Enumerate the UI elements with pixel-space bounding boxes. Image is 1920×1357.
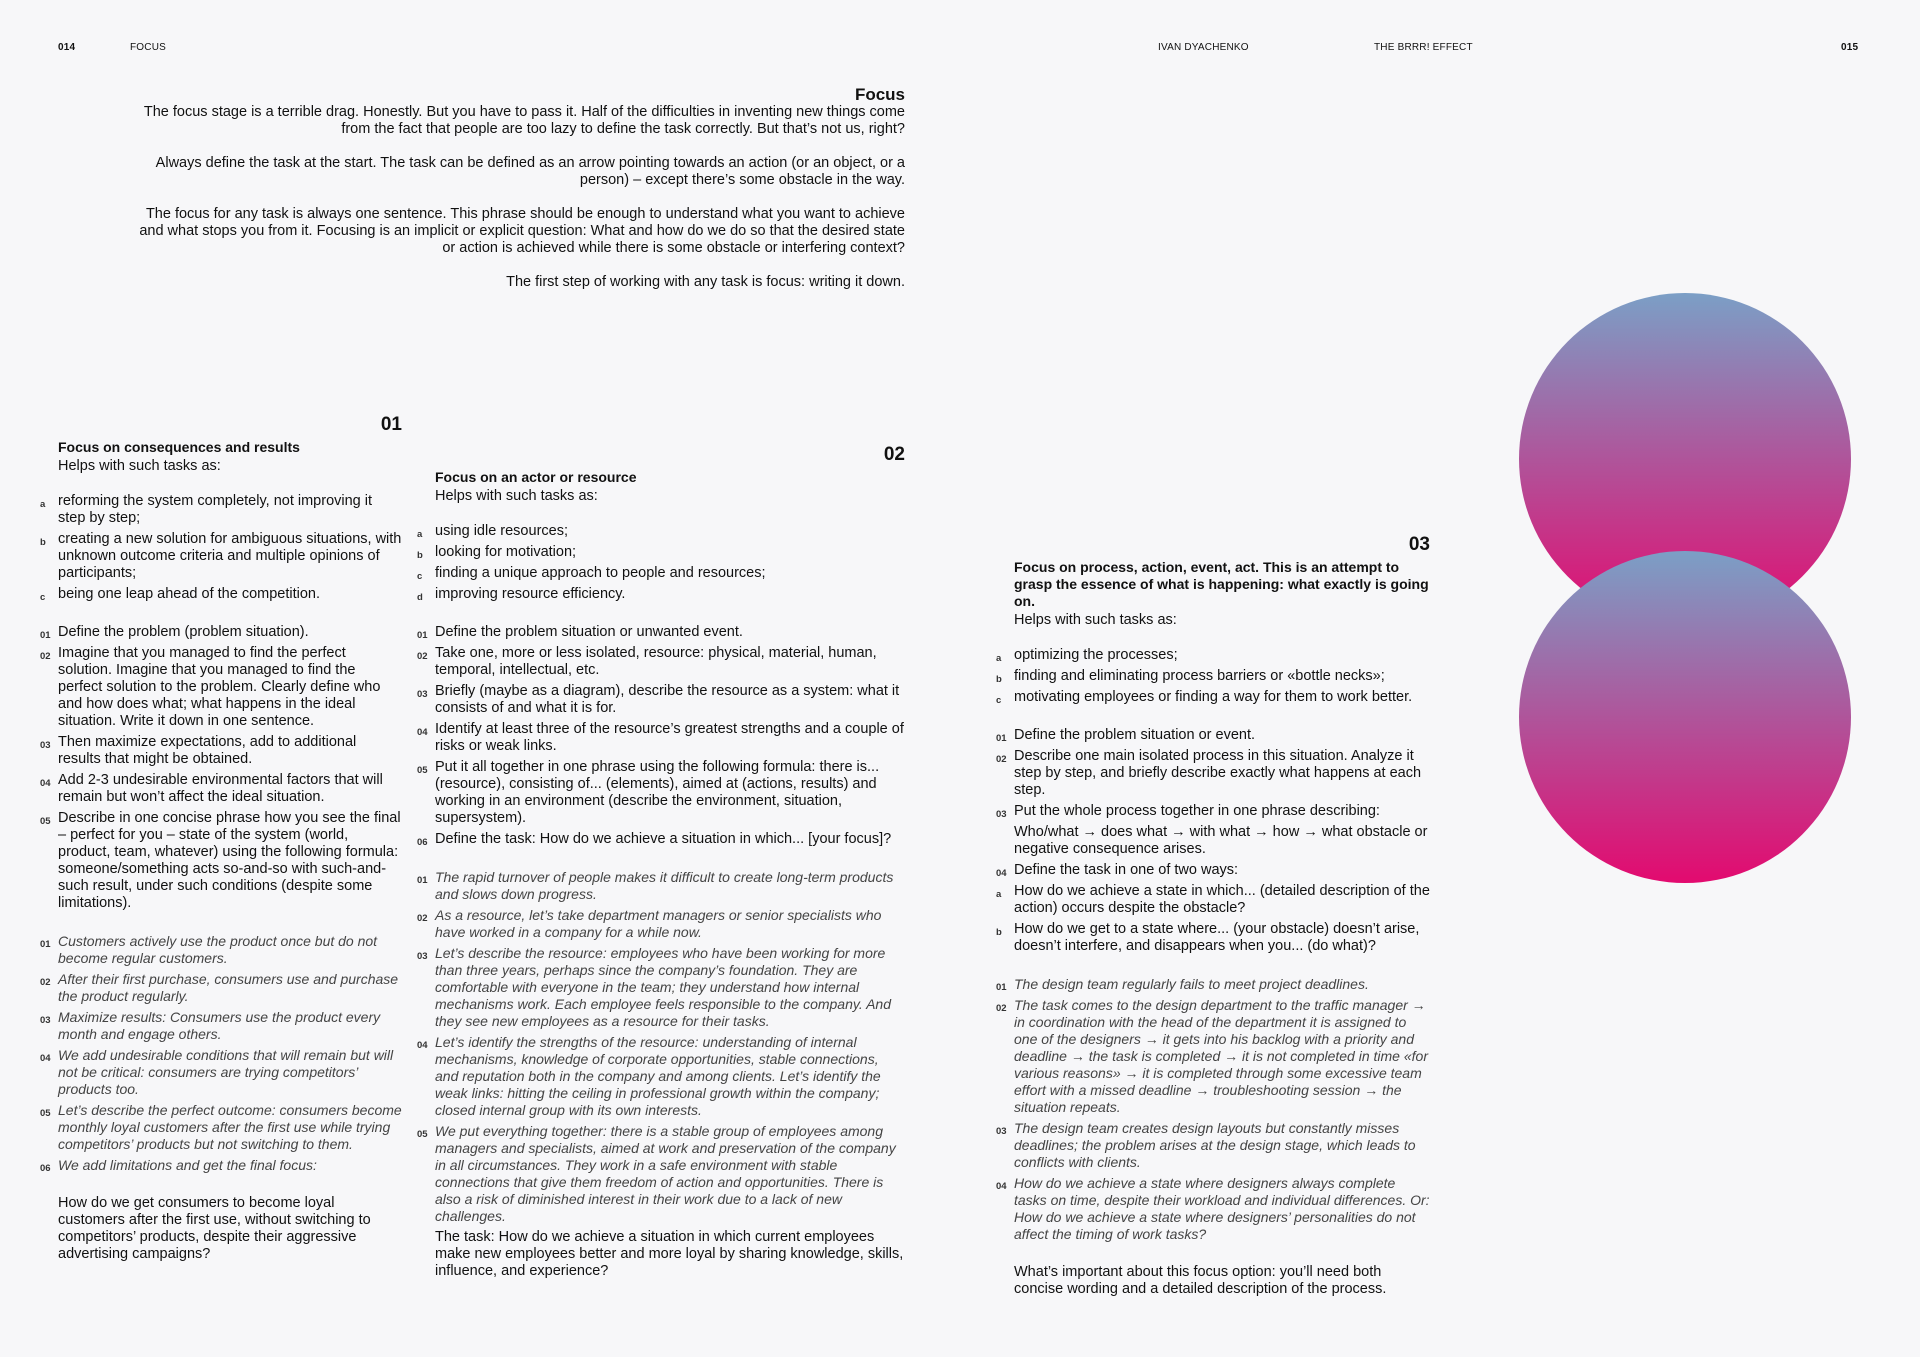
list-item-text: looking for motivation; [435,544,577,560]
steps-list [996,727,1430,955]
list-item-text: creating a new solution for ambiguous situations, with unknown outcome criteria and multiple opinions of participants; [58,531,402,581]
list-item [40,810,402,912]
list-item-text: The task comes to the design department to the traffic manager → in coordination with the head of the department it is assigned to one of the designers → it gets into his backlog with a priority and deadline → the task is completed → it is not completed in time «for various reasons» → it is completed through some excessive team effort with a missed deadline → troubleshooting session → the situation repeats. [1014,997,1428,1115]
gradient-figure-eight-illustration [1517,293,1853,885]
list-item-text: The design team creates design layouts but constantly misses deadlines; the problem arises at the design stage, which leads to conflicts with clients. [1014,1120,1416,1170]
intro-paragraph: The focus stage is a terrible drag. Honestly. But you have to pass it. Half of the difficulties in inventing new things come from the fact that people are too lazy to define the task correctly. But that’s not us, right? [143,104,905,137]
list-item-text: Define the problem situation or unwanted event. [435,624,743,640]
list-item-text: Maximize results: Consumers use the product every month and engage others. [58,1009,381,1042]
list-marker: 04 [996,1181,1007,1192]
list-item [996,668,1430,685]
list-item [40,734,402,768]
list-item [40,1009,402,1043]
task-list [417,523,905,603]
list-item [40,971,402,1005]
list-item [996,883,1430,917]
list-item-text: The design team regularly fails to meet project deadlines. [1014,976,1369,992]
list-item-text: Customers actively use the product once but do not become regular customers. [58,933,378,966]
list-marker: 01 [40,939,51,950]
list-marker: c [40,592,46,603]
final-focus: The task: How do we achieve a situation in which current employees make new employees better and more loyal by sharing knowledge, skills, influence, and experience? [435,1229,904,1279]
list-marker: 05 [40,816,51,827]
task-list [40,493,402,603]
list-item [996,976,1430,993]
list-item [417,945,905,1030]
list-item-text: Put the whole process together in one phrase describing: [1014,803,1380,819]
list-item [417,523,905,540]
list-marker: d [417,592,423,603]
list-item-text: After their first purchase, consumers use and purchase the product regularly. [58,971,399,1004]
list-marker: b [40,537,46,548]
section-helps: Helps with such tasks as: [435,488,598,504]
list-marker: a [996,653,1002,664]
list-item-text: Then maximize expectations, add to additional results that might be obtained. [58,734,357,767]
list-marker: c [996,695,1002,706]
list-marker: 02 [996,754,1007,765]
list-item-text: Who/what → does what → with what → how → what obstacle or negative consequence arises. [1014,824,1428,857]
list-marker: b [996,927,1002,938]
section-helps: Helps with such tasks as: [1014,612,1177,628]
examples-list [417,869,905,1225]
list-item-text: Put it all together in one phrase using the following formula: there is... (resource), consisting of... (elements), aimed at (actions, results) and working in an environment (describe the environment, situation, supersystem). [435,759,880,826]
list-item [417,907,905,941]
list-item-text: reforming the system completely, not improving it step by step; [58,493,373,526]
list-item [417,1034,905,1119]
list-item-text: using idle resources; [435,523,568,539]
list-item [40,1102,402,1153]
examples-list [996,976,1430,1243]
list-item-text: Define the problem (problem situation). [58,624,309,640]
list-item [417,565,905,582]
list-marker: b [996,674,1002,685]
list-item-text: Let’s describe the perfect outcome: consumers become monthly loyal customers after the first use while trying competitors’ products but not switching to them. [58,1102,402,1152]
list-item-text: being one leap ahead of the competition. [58,586,321,602]
list-item [40,1157,402,1174]
list-item [996,921,1430,955]
list-marker: a [40,499,46,510]
intro-paragraph: The first step of working with any task is focus: writing it down. [506,274,905,290]
list-item [996,647,1430,664]
list-item-text: Define the task in one of two ways: [1014,862,1239,878]
list-marker: 05 [417,1129,428,1140]
list-item [417,544,905,561]
final-focus: How do we get consumers to become loyal customers after the first use, without switching to competitors’ products, despite their aggressive advertising campaigns? [58,1195,371,1262]
list-item [417,624,905,641]
list-item [417,1123,905,1225]
list-marker: 04 [40,1053,51,1064]
list-marker: 01 [996,733,1007,744]
list-marker: 01 [40,630,51,641]
list-marker: 04 [417,727,428,738]
page-title: Focus [854,85,905,104]
list-item-text: motivating employees or finding a way for them to work better. [1014,689,1413,705]
lower-circle [1519,551,1851,883]
list-marker: 06 [417,837,428,848]
list-item [996,727,1430,744]
steps-list [40,624,402,912]
list-item [40,772,402,806]
list-marker: b [417,550,423,561]
list-item-text: improving resource efficiency. [435,586,626,602]
list-item [417,586,905,603]
list-marker: 01 [417,875,428,886]
list-item-text: Briefly (maybe as a diagram), describe the resource as a system: what it consists of and what it is for. [435,683,900,716]
list-item [1014,824,1430,858]
list-marker: 02 [40,651,51,662]
section-helps: Helps with such tasks as: [58,458,221,474]
list-item-text: How do we achieve a state in which... (detailed description of the action) occurs despite the obstacle? [1014,883,1430,916]
section-title: Focus on consequences and results [58,439,300,455]
list-marker: 02 [417,913,428,924]
list-marker: a [417,529,423,540]
list-marker: 06 [40,1163,51,1174]
left-section-label: FOCUS [130,42,166,53]
list-marker: 03 [417,951,428,962]
list-marker: 01 [996,982,1007,993]
list-item [996,1120,1430,1171]
section-title: Focus on an actor or resource [435,469,637,485]
list-item-text: We put everything together: there is a stable group of employees among managers and specialists, aimed at work and preservation of the company in all circumstances. They work in a safe environment with stable connections that give them freedom of action and opportunities. There is also a risk of diminished interest in their work due to a lack of new challenges. [435,1123,896,1224]
list-item-text: Let’s describe the resource: employees who have been working for more than three years, perhaps since the company’s foundation. They are comfortable with everyone in the team; they understand how internal mechanisms work. Each employee feels responsible to the company. And they see new employees as a resource for their tasks. [435,945,892,1029]
author-name: IVAN DYACHENKO [1158,42,1249,53]
list-item [417,645,905,679]
list-item [417,759,905,827]
section-number: 03 [1408,534,1430,555]
list-marker: 04 [417,1040,428,1051]
list-item [40,1047,402,1098]
list-marker: c [417,571,423,582]
list-item [417,831,905,848]
list-item [996,689,1430,706]
list-item [996,997,1430,1116]
list-item-text: optimizing the processes; [1014,647,1178,663]
list-item [40,586,402,603]
list-marker: 05 [417,765,428,776]
list-item [996,748,1430,799]
list-marker: 01 [417,630,428,641]
list-item [40,645,402,730]
section-02 [417,444,905,1280]
list-marker: 02 [40,977,51,988]
list-marker: 02 [996,1003,1007,1014]
section-number: 02 [883,444,905,465]
right-page-number: 015 [1841,42,1859,53]
list-item-text: Define the task: How do we achieve a situation in which... [your focus]? [435,831,892,847]
list-marker: a [996,889,1002,900]
list-marker: 03 [40,740,51,751]
list-item-text: Imagine that you managed to find the perfect solution. Imagine that you managed to find the perfect solution to the problem. Clearly define who and how does what; what happens in the ideal situation. Write it down in one sentence. [58,645,381,729]
list-item [40,493,402,527]
section-title: Focus on process, action, event, act. This is an attempt to grasp the essence of what is happening: what exactly is going on. [1014,559,1429,609]
list-marker: 03 [417,689,428,700]
list-item [996,862,1430,879]
list-item-text: finding a unique approach to people and resources; [435,565,766,581]
list-item-text: The rapid turnover of people makes it difficult to create long-term products and slows down progress. [435,869,894,902]
steps-list [417,624,905,848]
list-item-text: We add limitations and get the final focus: [58,1157,317,1173]
intro-paragraph: Always define the task at the start. The task can be defined as an arrow pointing towards an action (or an object, or a person) – except there’s some obstacle in the way. [155,155,905,188]
list-item-text: How do we achieve a state where designers always complete tasks on time, despite their workload and individual differences. Or: How do we achieve a state where designers’ personalities do not affect the timing of work tasks? [1014,1175,1430,1242]
list-item [40,624,402,641]
section-03 [996,534,1430,1298]
list-item-text: finding and eliminating process barriers or «bottle necks»; [1014,668,1385,684]
list-item [417,721,905,755]
list-marker: 02 [417,651,428,662]
list-item-text: Describe in one concise phrase how you see the final – perfect for you – state of the system (world, product, team, whatever) using the following formula: someone/something acts so-and-so with such-and-such result, under such conditions (despite some limitations). [58,810,401,911]
list-item [40,531,402,582]
figure-eight-graphic [1517,293,1853,885]
list-item-text: How do we get to a state where... (your obstacle) doesn’t arise, doesn’t interfere, and disappears when you... (do what)? [1014,921,1420,954]
list-marker: 04 [996,868,1007,879]
list-marker: 03 [40,1015,51,1026]
list-item [996,1175,1430,1243]
list-marker: 04 [40,778,51,789]
list-item-text: Add 2-3 undesirable environmental factors that will remain but won’t affect the ideal situation. [58,772,383,805]
list-item-text: We add undesirable conditions that will remain but will not be critical: consumers are trying competitors’ products too. [58,1047,394,1097]
list-item [996,803,1430,820]
list-item-text: Let’s identify the strengths of the resource: understanding of internal mechanisms, knowledge of corporate opportunities, stable connections, and reputation both in the company and among clients. Let’s identify the weak links: hitting the ceiling in professional growth within the company; closed internal group with its own interests. [435,1034,881,1118]
intro-paragraph: The focus for any task is always one sentence. This phrase should be enough to understand what you want to achieve and what stops you from it. Focusing is an implicit or explicit question: What and how do we do so that the desired state or action is achieved while there is some obstacle or interfering context? [139,206,905,256]
section-01 [40,414,402,1263]
examples-list [40,933,402,1174]
list-marker: 05 [40,1108,51,1119]
final-note: What’s important about this focus option: you’ll need both concise wording and a detailed description of the process. [1014,1264,1387,1297]
list-marker: 03 [996,809,1007,820]
list-item-text: Identify at least three of the resource’s greatest strengths and a couple of risks or weak links. [435,721,904,754]
list-item-text: Define the problem situation or event. [1014,727,1255,743]
list-item [417,869,905,903]
intro-block [128,86,905,308]
task-list [996,647,1430,706]
list-item [40,933,402,967]
list-item-text: As a resource, let’s take department managers or senior specialists who have worked in a company for a while now. [435,907,882,940]
section-number: 01 [380,414,402,435]
list-item-text: Describe one main isolated process in this situation. Analyze it step by step, and briefly describe exactly what happens at each step. [1014,748,1422,798]
book-title: THE BRRR! EFFECT [1374,42,1473,53]
left-page-number: 014 [58,42,76,53]
list-item [417,683,905,717]
list-marker: 03 [996,1126,1007,1137]
list-item-text: Take one, more or less isolated, resource: physical, material, human, temporal, intellectual, etc. [435,645,877,678]
